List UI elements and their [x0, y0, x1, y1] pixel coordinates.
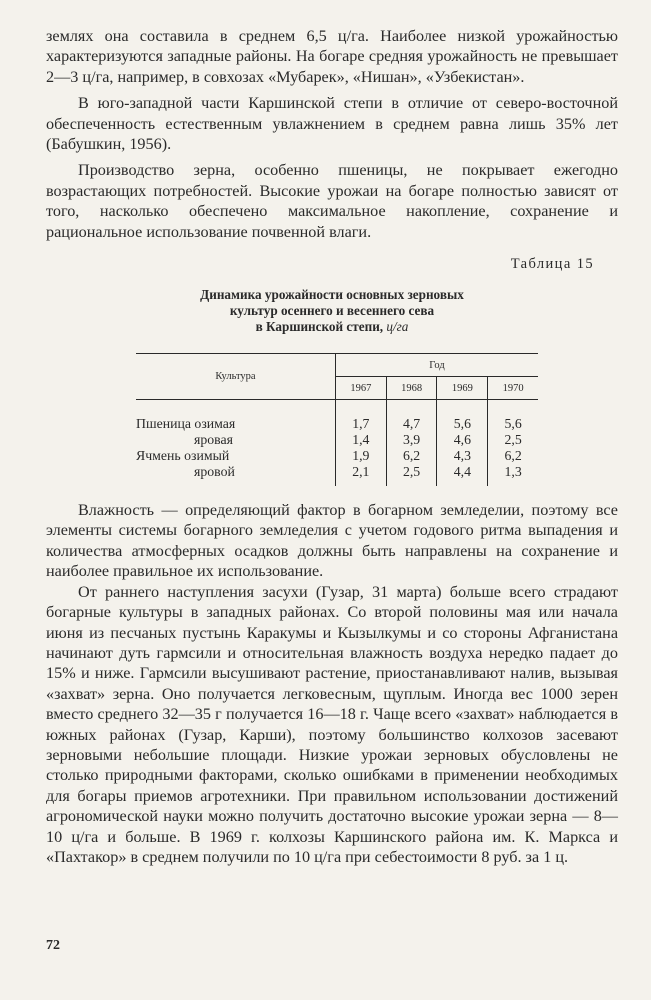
paragraph-3: Производство зерна, особенно пшеницы, не покрывает ежегодно возрастающих потребностей. Высокие урожаи на богаре полностью зависят от того, насколько обеспечено максимальное накопление, сохранение и рациональное использование почвенной влаги.	[46, 161, 618, 241]
cell: 4,3	[437, 448, 488, 464]
table-title-line-3	[46, 319, 618, 335]
row-crop: яровой	[194, 464, 235, 480]
paragraph-4: Влажность — определяющий фактор в богарном земледелии, поэтому все элементы системы богарного земледелия с учетом годового ритма выпадения и количества атмосферных осадков должны быть направлены на сохранение и наиболее правильное их использование.	[46, 501, 618, 581]
table-row	[136, 464, 538, 486]
table-title	[46, 287, 618, 335]
cell: 1,3	[488, 464, 538, 486]
cell: 5,6	[488, 416, 538, 432]
cell: 3,9	[386, 432, 437, 448]
table-row	[136, 416, 538, 432]
table-label: Таблица 15	[510, 256, 594, 273]
table-row	[136, 448, 538, 464]
col-header-crop: Культура	[136, 354, 335, 400]
cell: 2,1	[335, 464, 386, 486]
cell: 1,4	[335, 432, 386, 448]
year-header: 1969	[437, 377, 488, 400]
cell: 2,5	[488, 432, 538, 448]
row-crop: яровая	[194, 432, 233, 448]
cell: 6,2	[386, 448, 437, 464]
table-spacer	[136, 400, 538, 417]
table-title-text: в Каршинской степи,	[255, 319, 384, 335]
cell: 1,7	[335, 416, 386, 432]
table-title-line-2: культур осеннего и весеннего сева	[229, 303, 435, 319]
cell: 4,4	[437, 464, 488, 486]
cell: 4,6	[437, 432, 488, 448]
year-header: 1967	[335, 377, 386, 400]
table-row	[136, 432, 538, 448]
cell: 1,9	[335, 448, 386, 464]
year-header: 1970	[488, 377, 538, 400]
page	[46, 26, 618, 867]
year-header: 1968	[386, 377, 437, 400]
cell: 2,5	[386, 464, 437, 486]
paragraph-5: От раннего наступления засухи (Гузар, 31 марта) больше всего страдают богарные культуры в западных районах. Со второй половины мая или начала июня из песчаных пустынь Каракумы и Кызылкумы и со стороны Афганистана начинают дуть гармсили и относительная влажность воздуха нередко падает до 15% и ниже. Гармсили высушивают растение, приостанавливают налив, вызывая «захват» зерна. Оно получается легковесным, щуплым. Иногда вес 1000 зерен вместо среднего 32—35 г получается 16—18 г. Чаще всего «захват» наблюдается в южных районах (Гузар, Карши), поэтому большинство колхозов засевают зерновыми небольшие площади. Низкие урожаи зерновых обусловлены не столько природными факторами, сколько ошибками в применении необходимых для богары приемов агротехники. При правильном использовании достижений агрономической науки можно получить достаточно высокие урожаи зерна — 8—10 ц/га и больше. В 1969 г. колхозы Каршинского района им. К. Маркса и «Пахтакор» в среднем получили по 10 ц/га при себестоимости 8 руб. за 1 ц.	[46, 582, 618, 866]
paragraph-1: землях она составила в среднем 6,5 ц/га. Наиболее низкой урожайностью характеризуются западные районы. На богаре средняя урожайность не превышает 2—3 ц/га, например, в совхозах «Мубарек», «Нишан», «Узбекистан».	[46, 27, 618, 86]
page-number: 72	[46, 938, 60, 953]
row-crop: Ячмень озимый	[136, 448, 230, 464]
cell: 4,7	[386, 416, 437, 432]
cell: 6,2	[488, 448, 538, 464]
table-title-line-1: Динамика урожайности основных зерновых	[200, 287, 464, 303]
col-header-year: Год	[335, 354, 538, 377]
cell: 5,6	[437, 416, 488, 432]
table-title-unit: ц/га	[386, 319, 409, 335]
row-crop: Пшеница озимая	[136, 416, 236, 432]
paragraph-2: В юго-западной части Каршинской степи в отличие от северо-восточной обеспеченность естественным увлажнением в среднем равна лишь 35% лет (Бабушкин, 1956).	[46, 94, 618, 154]
yield-table	[136, 353, 538, 486]
